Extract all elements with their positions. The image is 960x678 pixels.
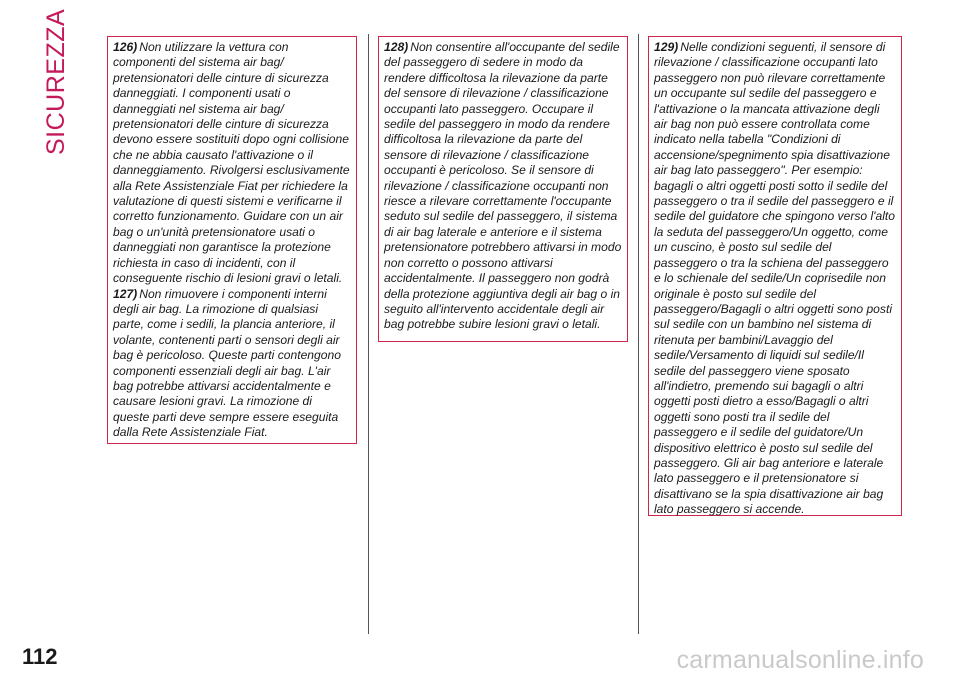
page-number: 112 — [22, 644, 58, 669]
warning-number: 127) — [113, 286, 138, 301]
section-title: SICUREZZA — [42, 8, 70, 155]
warning-number: 129) — [654, 40, 679, 54]
warning-box-126-127 — [107, 36, 357, 444]
warning-box-129 — [648, 36, 902, 516]
warning-126 — [113, 40, 351, 287]
warning-text: Non consentire all'occupante del sedile del passeggero di sedere in modo da rendere difficoltosa la rilevazione da parte del sensore di rilevazione / classificazione occupanti lato passeggero. Occupare il sedile del passeggero in modo da rendere difficoltosa la rilevazione da parte del sensore di rilevazione / classificazione occupanti è pericoloso. Se il sensore di rilevazione / classificazione occupanti non riesce a rilevare correttamente l'occupante seduto sul sedile del passeggero, il sistema di air bag laterale e anteriore e il sistema pretensionatore potrebbero attivarsi in modo non corretto o possono attivarsi accidentalmente. Il passeggero non godrà della protezione aggiuntiva degli air bag o in seguito all'intervento accidentale degli air bag potrebbe subire lesioni gravi o letali. — [384, 40, 622, 332]
warning-129 — [654, 40, 896, 518]
warning-text: Non rimuovere i componenti interni degli air bag. La rimozione di qualsiasi parte, come i sedili, la plancia anteriore, il volante, contenenti parti o sensori degli air bag è pericoloso. Queste parti contengono componenti essenziali degli air bag. L'air bag potrebbe attivarsi accidentalmente e causare lesioni gravi. La rimozione di queste parti deve sempre essere eseguita dalla Rete Assistenziale Fiat. — [113, 286, 341, 440]
warning-number: 128) — [384, 40, 409, 54]
warning-text: Nelle condizioni seguenti, il sensore di rilevazione / classificazione occupanti lato passeggero non può rilevare correttamente un occupante sul sedile del passeggero e l'attivazione o la mancata attivazione degli air bag non può essere controllata come indicato nella tabella "Condizioni di accensione/spegnimento spia disattivazione air bag lato passeggero". Per esempio: bagagli o altri oggetti posti sotto il sedile del passeggero o tra il sedile del passeggero e il sedile del guidatore che spingono verso l'alto la seduta del passeggero/Un oggetto, come un cuscino, è posto sul sedile del passeggero o tra la schiena del passeggero e lo schienale del sedile/Un coprisedile non originale è posto sul sedile del passeggero/Bagagli o altri oggetti sono posti sul sedile con un bambino nel sistema di ritenuta per bambini/Lavaggio del sedile/Versamento di liquidi sul sedile/Il sedile del passeggero viene sposato all'indietro, premendo sui bagagli o altri oggetti posti dietro a esso/Bagagli o altri oggetti sono posti tra il sedile del passeggero e il sedile del guidatore/Un dispositivo elettrico è posto sul sedile del passeggero. Gli air bag anteriore e laterale lato passeggero e il pretensionatore si disattivano se la spia disattivazione air bag lato passeggero si accende. — [654, 40, 895, 517]
warning-text: Non utilizzare la vettura con componenti del sistema air bag/ pretensionatori delle cinture di sicurezza danneggiati. I componenti usati o danneggiati nel sistema air bag/ pretensionatori delle cinture di sicurezza devono essere sostituiti dopo ogni collisione che ne abbia causato l'attivazione o il danneggiamento. Rivolgersi esclusivamente alla Rete Assistenziale Fiat per richiedere la valutazione di questi sistemi e verificarne il corretto funzionamento. Guidare con un air bag o un'unità pretensionatore usati o danneggiati non garantisce la protezione richiesta in caso di incidenti, con il conseguente rischio di lesioni gravi o letali. — [113, 40, 350, 286]
warning-number: 126) — [113, 40, 138, 54]
warning-128 — [384, 40, 622, 333]
watermark: carmanualsonline.info — [676, 646, 924, 674]
column-divider-left — [368, 34, 369, 634]
warning-box-128 — [378, 36, 628, 342]
warning-127 — [113, 287, 351, 441]
column-divider-right — [638, 34, 639, 634]
